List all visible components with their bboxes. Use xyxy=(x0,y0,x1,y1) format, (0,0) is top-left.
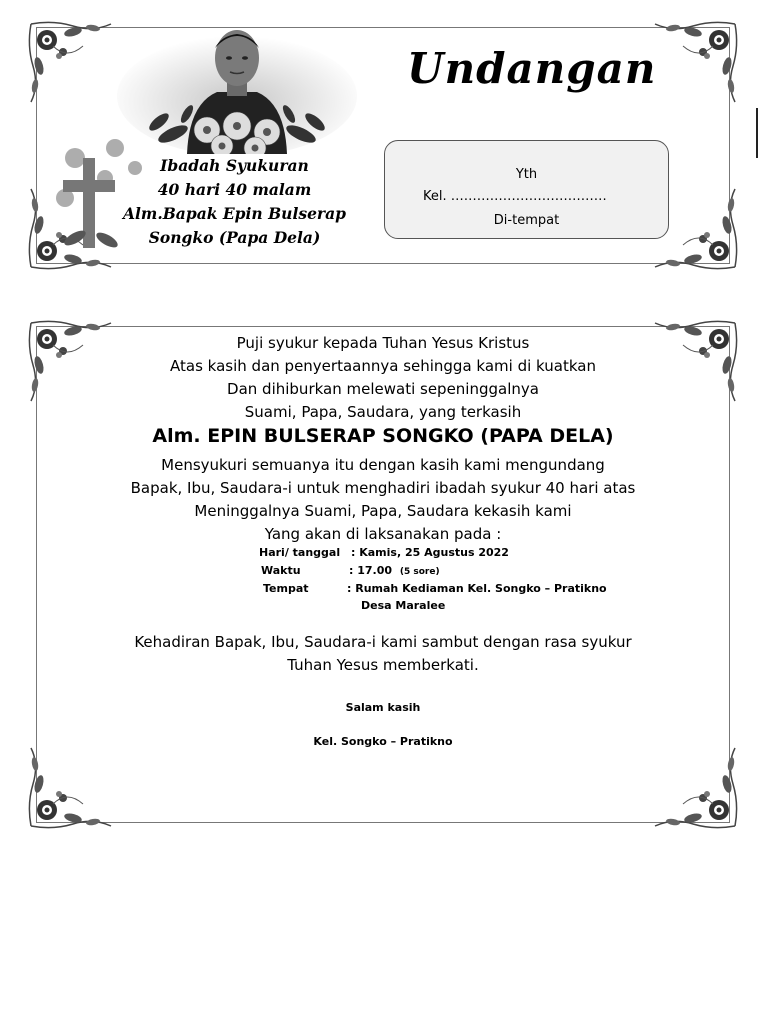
date-label: Hari/ tanggal xyxy=(259,546,341,559)
event-time-row xyxy=(261,564,440,577)
invitation-title: Undangan xyxy=(407,44,657,93)
floral-corner-ornament xyxy=(651,746,743,834)
closing-line: Tuhan Yesus memberkati. xyxy=(287,656,479,674)
intro-line: Puji syukur kepada Tuhan Yesus Kristus xyxy=(236,334,530,352)
salam-kasih: Salam kasih xyxy=(345,701,421,714)
place-label: Tempat xyxy=(263,582,309,595)
place-value-2: Desa Maralee xyxy=(361,599,446,612)
closing-line: Kehadiran Bapak, Ibu, Saudara-i kami sambut dengan rasa syukur xyxy=(134,633,632,651)
page-edge-mark xyxy=(756,108,758,158)
recipient-address-box xyxy=(384,140,669,239)
body-line: Yang akan di laksanakan pada : xyxy=(264,525,502,543)
time-label: Waktu xyxy=(261,564,301,577)
signature: Kel. Songko – Pratikno xyxy=(313,735,453,748)
recipient-location: Di-tempat xyxy=(493,213,560,228)
time-value: : 17.00 xyxy=(349,564,393,577)
recipient-family-field: Kel. ……………………………… xyxy=(423,189,607,204)
event-date-row xyxy=(259,546,509,559)
memorial-line: Ibadah Syukuran xyxy=(160,156,309,175)
deceased-name: Alm. EPIN BULSERAP SONGKO (PAPA DELA) xyxy=(152,425,614,447)
invitation-card xyxy=(36,326,730,823)
event-place-row xyxy=(263,582,607,595)
body-paragraph xyxy=(37,454,729,546)
body-line: Mensyukuri semuanya itu dengan kasih kami mengundang xyxy=(161,456,605,474)
intro-line: Dan dihiburkan melewati sepeninggalnya xyxy=(227,380,539,398)
body-line: Meninggalnya Suami, Papa, Saudara kekasih kami xyxy=(194,502,572,520)
header-card xyxy=(36,27,730,264)
memorial-line: Alm.Bapak Epin Bulserap xyxy=(123,204,346,223)
time-note: (5 sore) xyxy=(399,567,440,577)
place-value: : Rumah Kediaman Kel. Songko – Pratikno xyxy=(347,582,607,595)
recipient-salutation: Yth xyxy=(515,167,538,182)
date-value: : Kamis, 25 Agustus 2022 xyxy=(351,546,509,559)
intro-paragraph xyxy=(37,332,729,424)
intro-line: Suami, Papa, Saudara, yang terkasih xyxy=(244,403,522,421)
closing-paragraph xyxy=(37,631,729,677)
body-line: Bapak, Ibu, Saudara-i untuk menghadiri ibadah syukur 40 hari atas xyxy=(130,479,636,497)
memorial-line: 40 hari 40 malam xyxy=(157,180,312,199)
intro-line: Atas kasih dan penyertaannya sehingga kami di kuatkan xyxy=(170,357,596,375)
floral-corner-ornament xyxy=(651,16,743,104)
memorial-line: Songko (Papa Dela) xyxy=(148,228,321,247)
memorial-caption xyxy=(107,154,362,250)
event-place-row-2 xyxy=(361,599,445,612)
floral-corner-ornament xyxy=(23,746,115,834)
